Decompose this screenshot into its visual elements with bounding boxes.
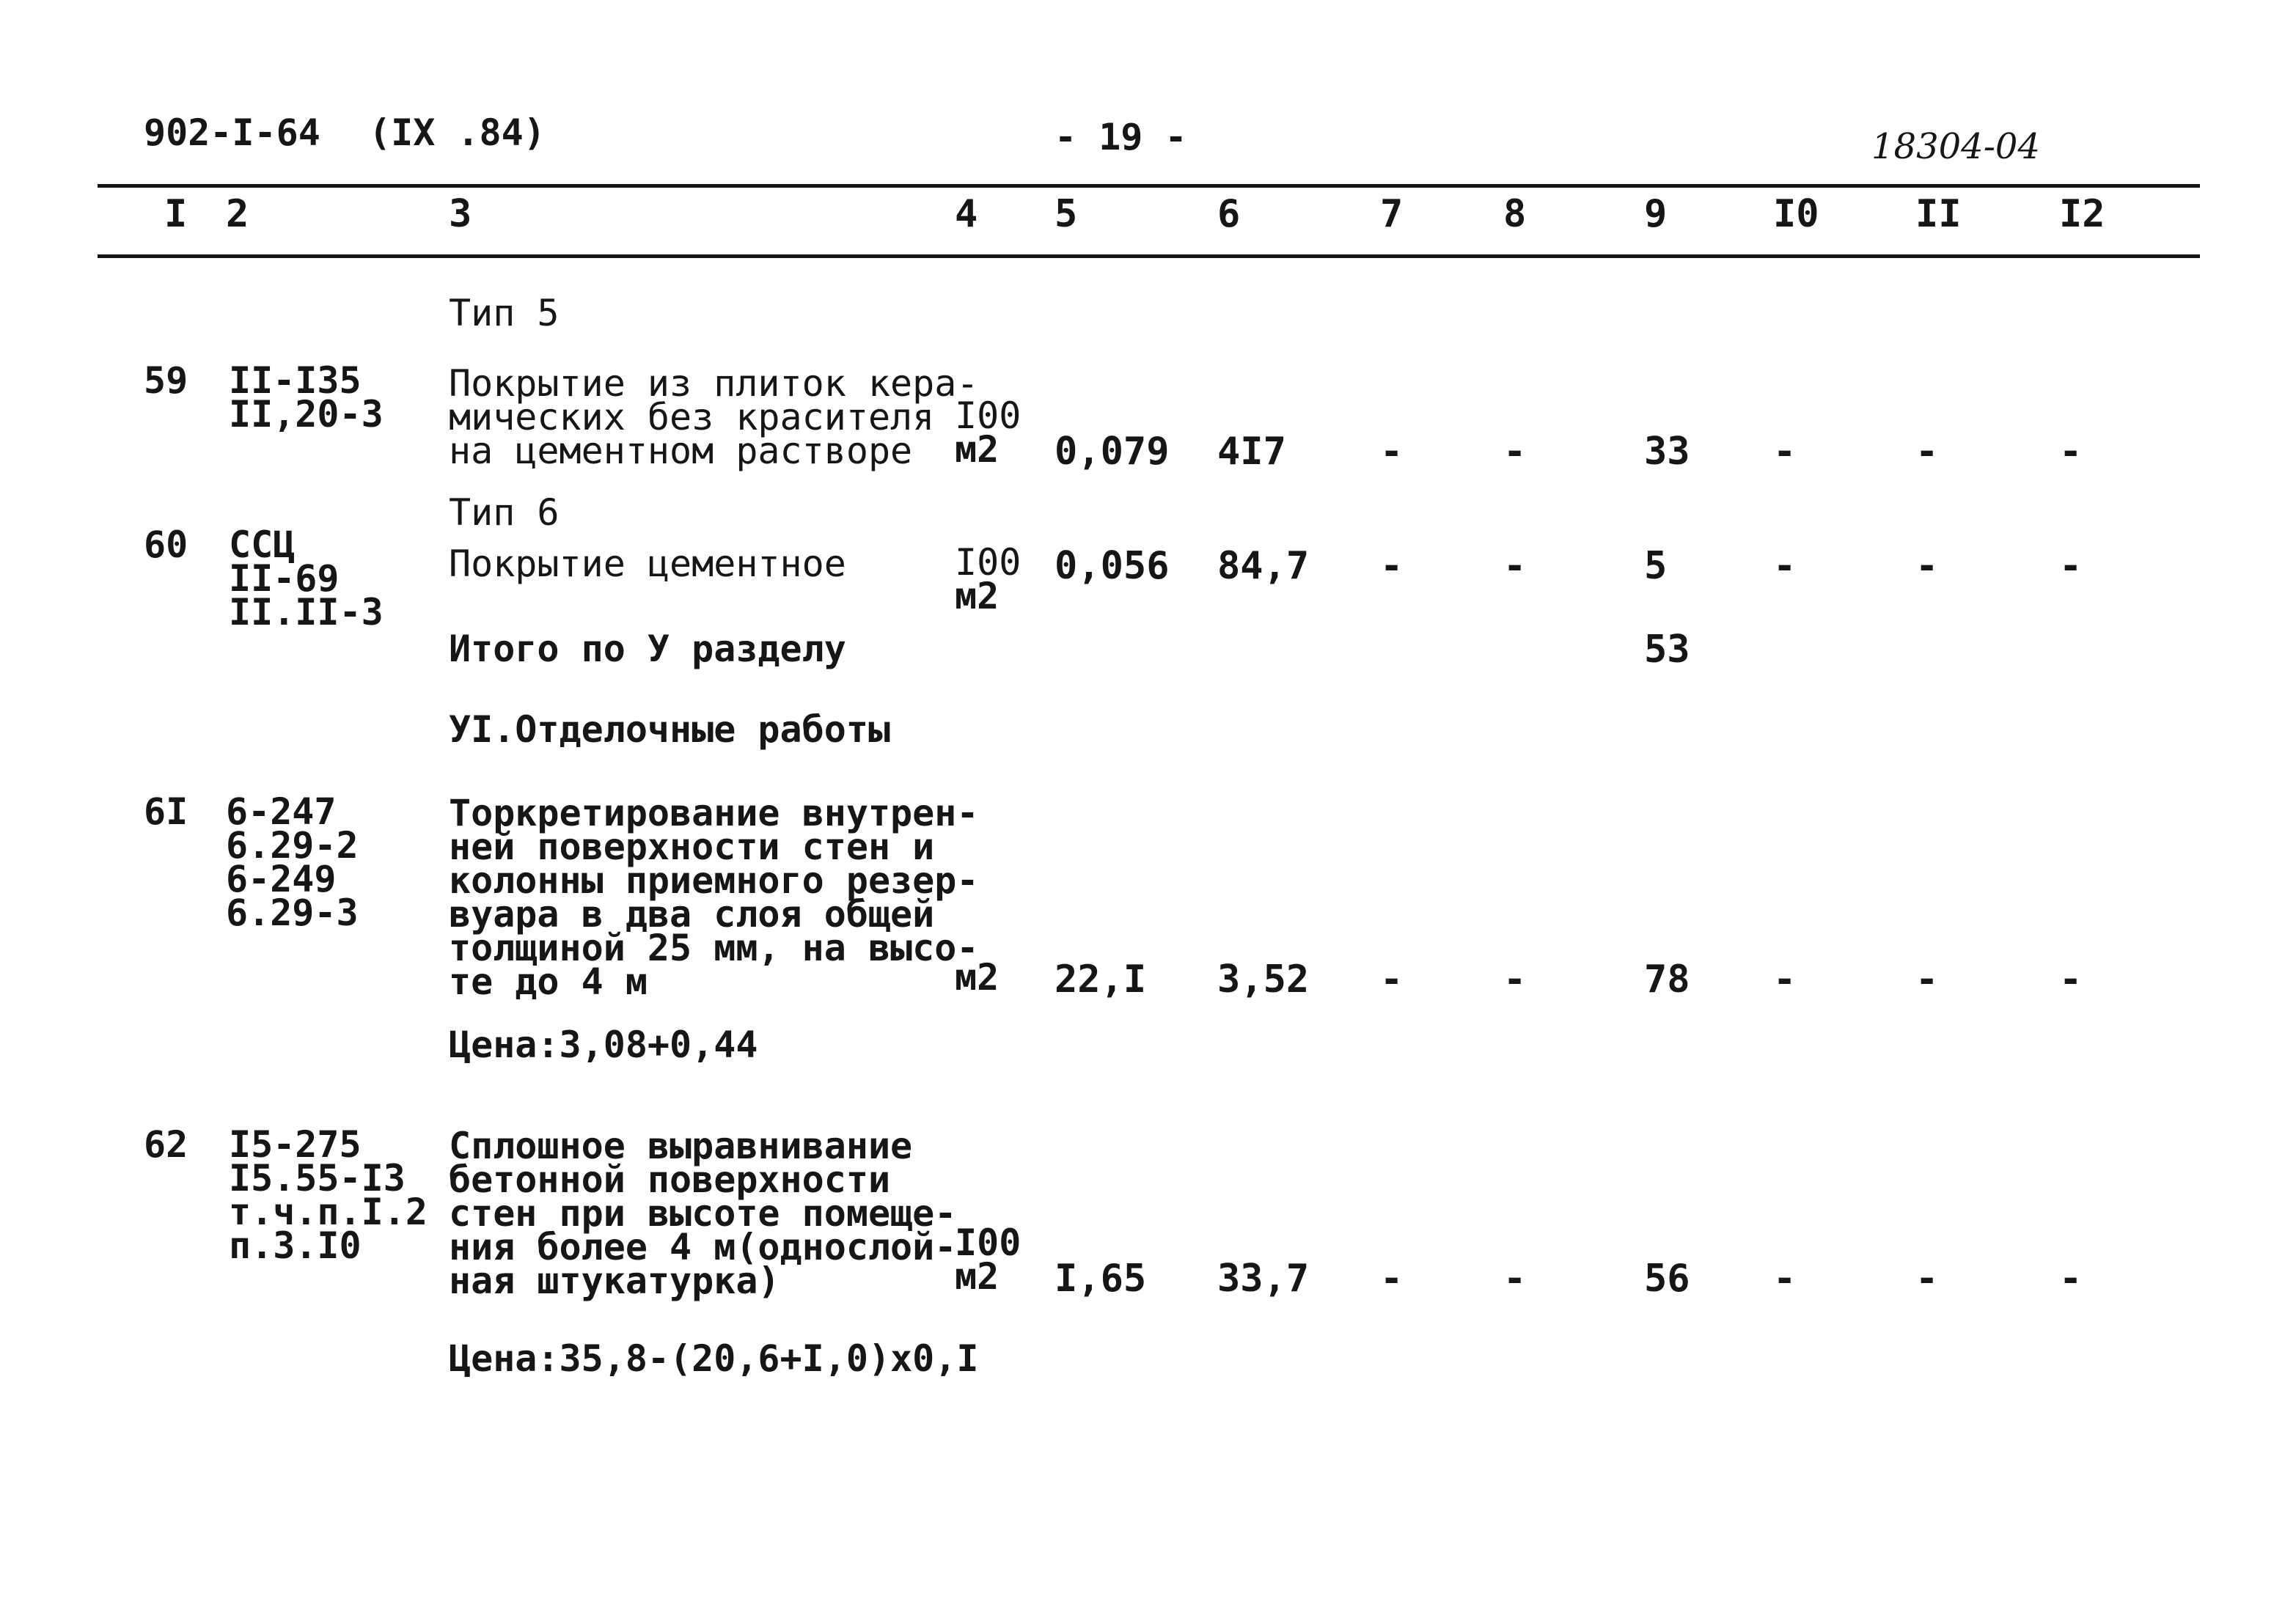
row-code: 6-249 [226,858,337,900]
row-price: 84,7 [1217,544,1310,588]
row-col10: - [1773,1257,1797,1301]
column-number: 7 [1380,192,1404,236]
row-unit: м2 [955,1255,1000,1298]
row-description: Покрытие из плиток кера- [449,362,979,405]
row-price-note: Цена:3,08+0,44 [449,1024,758,1066]
row-description: вуара в два слоя общей [449,893,935,936]
row-description: ния более 4 м(однослой- [449,1226,957,1268]
row-price: 33,7 [1217,1257,1310,1301]
row-col12: - [2059,958,2083,1002]
section-total-label: Итого по У разделу [449,628,846,670]
column-number: I0 [1773,192,1819,236]
column-number: I [164,192,188,236]
row-number: 62 [144,1123,188,1166]
row-unit: м2 [955,575,1000,617]
header-bottom-rule [98,254,2200,258]
row-col7: - [1380,544,1404,588]
row-total: 78 [1644,958,1690,1002]
header-top-rule [98,184,2200,188]
row-col11: - [1915,1257,1939,1301]
row-unit: I00 [955,394,1022,437]
row-code: 6.29-3 [226,892,359,934]
row-number: 59 [144,359,188,402]
row-quantity: 0,056 [1055,544,1170,588]
page-number: - 19 - [1055,116,1187,158]
row-unit: I00 [955,541,1022,584]
row-description: мических без красителя [449,396,935,438]
row-col7: - [1380,958,1404,1002]
row-col10: - [1773,544,1797,588]
row-col11: - [1915,430,1939,474]
row-total: 56 [1644,1257,1690,1301]
document-code: 902-I-64 [144,111,320,154]
column-number: 4 [955,192,978,236]
row-col7: - [1380,1257,1404,1301]
archive-number: 18304-04 [1871,126,2040,167]
row-description: колонны приемного резер- [449,859,979,902]
row-col11: - [1915,958,1939,1002]
column-number: 2 [226,192,249,236]
row-price: 4I7 [1217,430,1286,474]
row-unit: м2 [955,956,1000,999]
row-total: 33 [1644,430,1690,474]
row-col10: - [1773,958,1797,1002]
row-description: на цементном растворе [449,430,913,472]
column-number: 5 [1055,192,1078,236]
row-col8: - [1503,430,1527,474]
row-description: ней поверхности стен и [449,826,935,868]
row-description: ная штукатурка) [449,1260,780,1302]
column-number: 6 [1217,192,1241,236]
row-col12: - [2059,1257,2083,1301]
row-unit: I00 [955,1221,1022,1264]
column-number: 8 [1503,192,1527,236]
row-code: т.ч.п.I.2 [229,1191,428,1233]
row-number: 60 [144,523,188,566]
row-description: бетонной поверхности [449,1158,891,1201]
row-quantity: 22,I [1055,958,1147,1002]
row-code: 6-247 [226,790,337,833]
row-description: толщиной 25 мм, на высо- [449,927,979,969]
section-heading-type6: Тип 6 [449,491,560,534]
row-code: I5-275 [229,1123,362,1166]
column-number: II [1915,192,1962,236]
column-number: I2 [2059,192,2105,236]
row-description: стен при высоте помеще- [449,1192,957,1235]
row-code: II-69 [229,557,340,600]
row-col8: - [1503,544,1527,588]
row-price: 3,52 [1217,958,1310,1002]
row-description: Покрытие цементное [449,543,846,585]
revision-date: (IX .84) [369,111,546,154]
column-number: 3 [449,192,472,236]
row-description: те до 4 м [449,960,648,1003]
row-code: ССЦ [229,523,296,566]
row-col8: - [1503,1257,1527,1301]
row-description: Торкретирование внутрен- [449,792,979,834]
row-col8: - [1503,958,1527,1002]
row-code: п.3.I0 [229,1224,362,1267]
row-col11: - [1915,544,1939,588]
row-code: 6.29-2 [226,824,359,867]
column-number: 9 [1644,192,1668,236]
row-code: II.II-3 [229,591,384,633]
section-heading-vi: УI.Отделочные работы [449,708,891,751]
row-unit: м2 [955,428,1000,471]
row-total: 5 [1644,544,1668,588]
row-quantity: I,65 [1055,1257,1147,1301]
row-col12: - [2059,544,2083,588]
row-col7: - [1380,430,1404,474]
row-price-note: Цена:35,8-(20,6+I,0)x0,I [449,1337,979,1380]
section-heading-type5: Тип 5 [449,292,560,334]
row-col10: - [1773,430,1797,474]
row-quantity: 0,079 [1055,430,1170,474]
row-description: Сплошное выравнивание [449,1125,913,1167]
row-code: II-I35 [229,359,362,402]
section-total-value: 53 [1644,628,1690,672]
row-number: 6I [144,790,188,833]
row-code: I5.55-I3 [229,1157,406,1199]
row-col12: - [2059,430,2083,474]
row-code: II,20-3 [229,393,384,436]
